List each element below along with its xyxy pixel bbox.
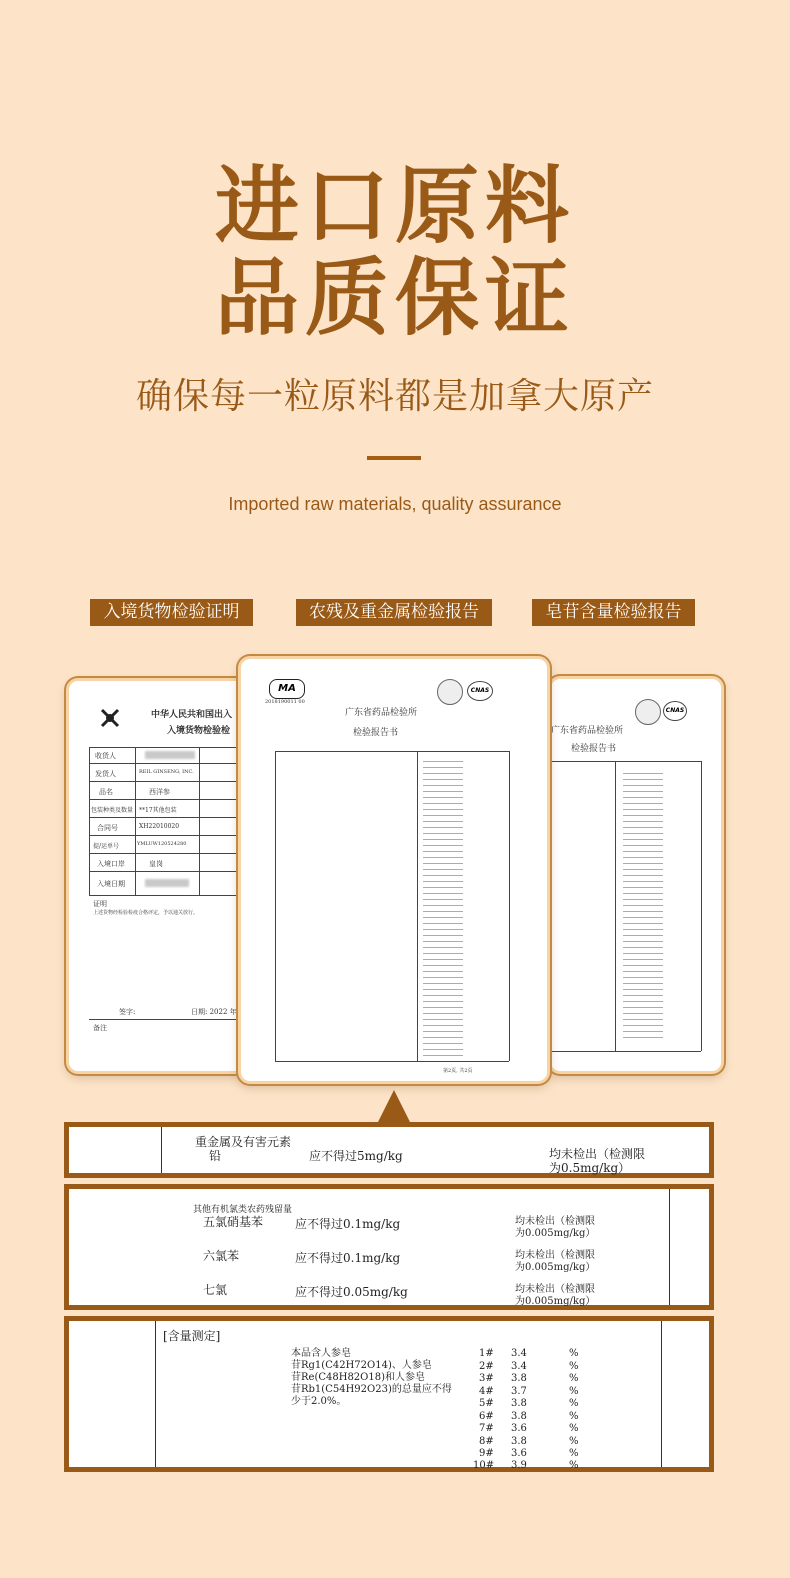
emblem-icon [99, 707, 121, 729]
row-value: XH22010020 [139, 823, 180, 830]
box3-label: [含量测定] [163, 1329, 221, 1343]
sample-unit: % [569, 1398, 579, 1409]
english-subtitle: Imported raw materials, quality assurance [228, 494, 562, 514]
sample-value: 3.8 [511, 1410, 527, 1422]
sample-unit: % [569, 1435, 579, 1447]
sample-no: 9# [479, 1448, 494, 1459]
sample-unit: % [569, 1385, 579, 1397]
sample-no: 10# [473, 1460, 495, 1471]
sample-value: 3.6 [511, 1423, 527, 1434]
sample-unit: % [569, 1423, 579, 1434]
doc-mid-page: 第2页, 共2页 [443, 1068, 473, 1074]
box2-row1-standard: 应不得过0.1mg/kg [295, 1217, 401, 1231]
sample-value: 3.7 [511, 1385, 527, 1397]
sample-value: 3.9 [511, 1460, 527, 1471]
sample-unit: % [569, 1448, 579, 1459]
doc-left-note: 上述货物经检验检疫合格评定，予以通关放行。 [93, 910, 199, 916]
heavy-metal-excerpt [64, 1122, 714, 1178]
box1-result-line2: 为0.5mg/kg） [549, 1161, 631, 1175]
ilac-icon [635, 699, 661, 725]
doc-mid-title: 检验报告书 [353, 728, 399, 738]
box3-desc-line: 苷Rb1(C54H92O23)的总量应不得 [291, 1384, 452, 1395]
row-label: 发货人 [95, 770, 116, 778]
title-line-1: 进口原料 [214, 157, 575, 255]
row-label: 收货人 [95, 752, 116, 760]
sample-value: 3.8 [511, 1373, 527, 1384]
box2-row2-result1: 均未检出（检测限 [515, 1250, 595, 1261]
row-label: 入境日期 [97, 880, 125, 888]
box3-desc-line: 本品含人参皂 [291, 1348, 351, 1359]
row-label: 品名 [99, 788, 113, 796]
row-label: 提/运单号 [93, 843, 120, 850]
box1-category: 重金属及有害元素 [195, 1135, 292, 1149]
divider [367, 456, 421, 460]
sample-value: 3.6 [511, 1448, 527, 1459]
box3-desc-line: 苷Re(C48H82O18)和人参皂 [291, 1372, 425, 1383]
doc-left-heading-1: 中华人民共和国出入 [151, 710, 233, 720]
doc-left-date: 日期: 2022 年 [191, 1008, 237, 1016]
doc-mid-code: 2018190011 00 [265, 699, 305, 705]
box2-row2-result2: 为0.005mg/kg） [515, 1262, 596, 1273]
saponin-report [548, 676, 724, 1074]
box3-desc-line: 苷Rg1(C42H72O14)、人参皂 [291, 1360, 432, 1371]
sample-value: 3.4 [511, 1348, 527, 1359]
sample-value: 3.8 [511, 1398, 527, 1409]
doc-left-sign: 签字: [119, 1008, 136, 1016]
box2-row2-name: 六氯苯 [203, 1249, 240, 1263]
pointer-arrow [378, 1090, 410, 1122]
pesticide-report [238, 656, 550, 1084]
doc-left-remark: 备注 [93, 1024, 107, 1032]
box1-standard: 应不得过5mg/kg [309, 1149, 403, 1163]
row-value: **17其他包装 [139, 807, 177, 814]
sample-no: 4# [479, 1385, 494, 1397]
pesticide-excerpt [64, 1184, 714, 1310]
ma-mark: MA [269, 679, 305, 699]
content-assay-excerpt [64, 1316, 714, 1472]
box3-desc-line: 少于2.0%。 [291, 1396, 347, 1407]
sample-no: 3# [479, 1373, 494, 1384]
sample-value: 3.8 [511, 1435, 527, 1447]
entry-inspection-certificate [66, 678, 262, 1074]
tag-entry-inspection: 入境货物检验证明 [90, 599, 253, 626]
sample-no: 8# [479, 1435, 494, 1447]
row-value: 皇岗 [149, 860, 163, 868]
box2-row2-standard: 应不得过0.1mg/kg [295, 1251, 401, 1265]
tag-saponin-report: 皂苷含量检验报告 [532, 599, 695, 626]
row-value: REIL GINSENG, INC. [139, 769, 194, 775]
sample-unit: % [569, 1410, 579, 1422]
row-value: 西洋参 [149, 788, 170, 796]
sample-unit: % [569, 1348, 579, 1359]
sample-value: 3.4 [511, 1360, 527, 1372]
row-label: 包装种类及数量 [91, 807, 134, 814]
sample-no: 7# [479, 1423, 494, 1434]
cnas-icon: CNAS [467, 681, 493, 701]
row-value: YMLUW120524280 [137, 841, 187, 847]
title-line-2: 品质保证 [214, 249, 575, 347]
box2-row1-result2: 为0.005mg/kg） [515, 1228, 596, 1239]
sample-no: 5# [479, 1398, 494, 1409]
sample-no: 6# [479, 1410, 494, 1422]
doc-right-title: 检验报告书 [571, 744, 617, 754]
sample-no: 2# [479, 1360, 494, 1372]
doc-left-heading-2: 入境货物检验检 [167, 726, 231, 736]
doc-left-note-label: 证明 [93, 900, 107, 908]
box2-row1-name: 五氯硝基苯 [203, 1215, 264, 1229]
ilac-icon [437, 679, 463, 705]
doc-mid-org: 广东省药品检验所 [345, 708, 418, 718]
box1-result-line1: 均未检出（检测限 [549, 1147, 646, 1161]
sample-unit: % [569, 1460, 579, 1471]
row-label: 入境口岸 [97, 860, 125, 868]
box2-row1-result1: 均未检出（检测限 [515, 1216, 595, 1227]
sample-no: 1# [479, 1348, 494, 1359]
subtitle: 确保每一粒原料都是加拿大原产 [135, 376, 654, 417]
tag-pesticide-report: 农残及重金属检验报告 [296, 599, 492, 626]
row-label: 合同号 [97, 824, 118, 832]
box2-row3-name: 七氯 [203, 1283, 228, 1297]
box2-row3-result1: 均未检出（检测限 [515, 1284, 595, 1295]
box1-item: 铅 [209, 1149, 222, 1163]
cnas-icon: CNAS [663, 701, 687, 721]
doc-right-org: 广东省药品检验所 [551, 726, 624, 736]
box2-row3-standard: 应不得过0.05mg/kg [295, 1285, 408, 1299]
sample-unit: % [569, 1373, 579, 1384]
box2-row3-result2: 为0.005mg/kg） [515, 1296, 596, 1307]
box2-category: 其他有机氯类农药残留量 [193, 1205, 293, 1215]
sample-unit: % [569, 1360, 579, 1372]
